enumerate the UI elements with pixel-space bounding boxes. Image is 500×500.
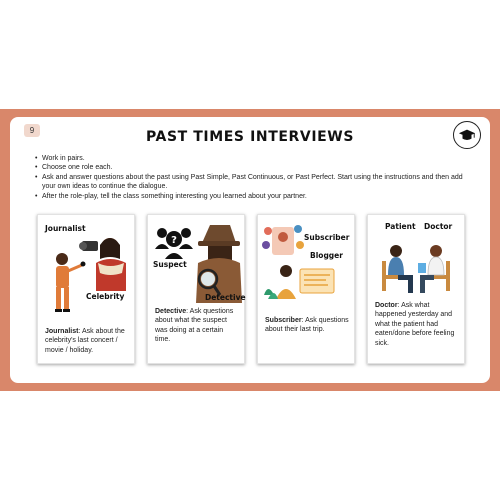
card-label-suspect: Suspect	[153, 260, 187, 269]
card-label-doctor: Doctor	[424, 222, 453, 231]
card-role: Subscriber	[265, 317, 302, 324]
card-description: Subscriber: Ask questions about their last trip.	[265, 317, 349, 334]
journalist-celebrity-illustration	[38, 229, 134, 319]
card-role: Detective	[155, 308, 187, 315]
card-role: Doctor	[375, 302, 398, 309]
card-description: Doctor: Ask what happened yesterday and what the patient had eaten/done before feeling sick.	[375, 302, 455, 347]
card-label-subscriber: Subscriber	[304, 233, 350, 242]
role-card-detective	[147, 214, 245, 364]
page-number: 9	[24, 124, 40, 137]
card-label-blogger: Blogger	[310, 251, 343, 260]
instruction-item: • Ask and answer questions about the past using Past Simple, Past Continuous, or Past Perfect. Start using the instructions and then add your own ideas to continue the dialogue.	[34, 173, 478, 192]
card-label-patient: Patient	[385, 222, 416, 231]
instructions-list	[34, 154, 478, 201]
role-card-journalist	[37, 214, 135, 364]
patient-doctor-illustration	[368, 233, 464, 303]
card-role: Journalist	[45, 328, 79, 335]
instruction-item: • Choose one role each.	[34, 163, 478, 172]
card-label-celebrity: Celebrity	[86, 292, 125, 301]
instruction-item: • After the role-play, tell the class something interesting you learned about your partner.	[34, 192, 478, 201]
role-card-doctor	[367, 214, 465, 364]
instruction-item: • Work in pairs.	[34, 154, 478, 163]
card-label-journalist: Journalist	[45, 224, 86, 233]
card-label-detective: Detective	[205, 293, 246, 302]
page-title: PAST TIMES INTERVIEWS	[145, 129, 355, 145]
slide	[10, 117, 490, 383]
card-description: Detective: Ask questions about what the suspect was doing at a certain time.	[155, 308, 234, 344]
graduation-cap-logo-icon	[453, 121, 481, 149]
role-card-subscriber	[257, 214, 355, 364]
svg-text:?: ?	[171, 235, 177, 246]
card-description: Journalist: Ask about the celebrity's last concert / movie / holiday.	[45, 328, 125, 354]
